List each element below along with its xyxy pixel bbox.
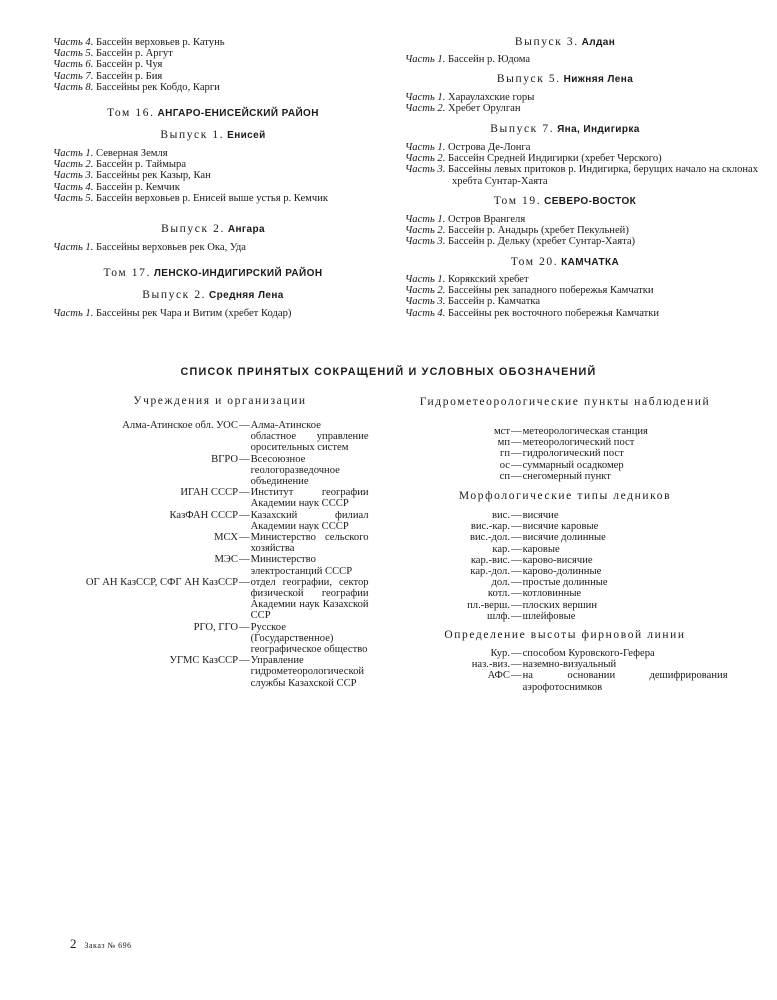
abbreviation-row: вис.-кар. — висячие каровые bbox=[470, 521, 599, 533]
abbreviation-row: вис. — висячие bbox=[491, 510, 559, 521]
abbreviation-row: наз.-виз. — наземно-визуальный bbox=[471, 659, 617, 671]
list-item: Часть 2. Бассейны рек западного побережья Камчатки bbox=[405, 285, 654, 297]
list-item: Часть 1. Бассейны верховьев рек Ока, Уда bbox=[53, 242, 247, 253]
list-item: Часть 6. Бассейн р. Чуя bbox=[53, 59, 163, 71]
volume-heading-20: Том 20. КАМЧАТКА bbox=[510, 256, 620, 268]
issue-heading-17-2: Выпуск 2. Средняя Лена bbox=[142, 289, 284, 301]
abbreviation-row: АФС — на основании дешифрирования аэрофотоснимков bbox=[487, 670, 728, 693]
order-number: Заказ № 696 bbox=[84, 941, 132, 950]
institutions-heading: Учреждения и организации bbox=[133, 395, 307, 407]
list-item: Часть 1. Острова Де-Лонга bbox=[405, 142, 531, 153]
list-item: Часть 3. Бассейны левых притоков р. Индигирка, берущих начало на склонах хребта Сунтар-Хаята bbox=[405, 164, 759, 187]
volume-19-parts bbox=[405, 214, 725, 248]
abbreviation-row: ВГРО — Всесоюзное геологоразведочное объединение bbox=[211, 453, 340, 488]
abbreviation-row: мп — метеорологический пост bbox=[497, 437, 635, 449]
firn-line-heading: Определение высоты фирновой линии bbox=[444, 629, 686, 641]
volume-heading-17: Том 17. ЛЕНСКО-ИНДИГИРСКИЙ РАЙОН bbox=[103, 267, 323, 279]
issue-5-parts bbox=[405, 92, 725, 114]
volume-20-parts bbox=[405, 274, 725, 319]
issue-heading-16-2: Выпуск 2. Ангара bbox=[161, 223, 265, 235]
abbreviation-row: пл.-верш. — плоских вершин bbox=[467, 599, 598, 611]
list-item: Часть 5. Бассейн верховьев р. Енисей выше устья р. Кемчик bbox=[53, 192, 329, 204]
abbreviation-row: МЭС — Министерство электростанций СССР bbox=[214, 554, 353, 577]
volume-heading-16: Том 16. АНГАРО-ЕНИСЕЙСКИЙ РАЙОН bbox=[107, 107, 319, 119]
list-item: Часть 5. Бассейн р. Аргут bbox=[53, 48, 173, 60]
issue-7-parts bbox=[405, 142, 759, 187]
issue-heading-7: Выпуск 7. Яна, Индигирка bbox=[490, 123, 640, 135]
abbreviation-row: котл. — котловинные bbox=[487, 588, 582, 600]
issue-heading-16-1: Выпуск 1. Енисей bbox=[160, 129, 266, 141]
stations-heading: Гидрометеорологические пункты наблюдений bbox=[419, 396, 711, 408]
list-item: Часть 3. Бассейн р. Камчатка bbox=[405, 296, 541, 308]
issue-heading-5: Выпуск 5. Нижняя Лена bbox=[496, 73, 634, 85]
list-item: Часть 2. Хребет Орулган bbox=[405, 103, 521, 115]
list-item: Часть 3. Бассейны рек Казыр, Кан bbox=[53, 170, 211, 182]
list-item: Часть 4. Бассейн верховьев р. Катунь bbox=[53, 37, 225, 48]
left-top-parts bbox=[53, 37, 373, 93]
list-item: Часть 4. Бассейны рек восточного побережья Камчатки bbox=[405, 307, 660, 319]
list-item: Часть 4. Бассейн р. Кемчик bbox=[53, 181, 180, 193]
abbreviation-row: кар. — каровые bbox=[492, 543, 560, 555]
issue-17-2-parts bbox=[53, 308, 373, 319]
abbreviation-row: гп — гидрологический пост bbox=[499, 448, 624, 460]
list-item: Часть 1. Корякский хребет bbox=[405, 274, 529, 285]
page-number: 2 bbox=[70, 936, 77, 951]
list-item: Часть 1. Хараулахские горы bbox=[405, 92, 535, 103]
glacier-types-heading: Морфологические типы ледников bbox=[458, 490, 672, 502]
abbreviation-row: дол. — простые долинные bbox=[491, 577, 608, 589]
list-item: Часть 7. Бассейн р. Бия bbox=[53, 70, 163, 82]
firn-line-list bbox=[420, 648, 730, 693]
volume-heading-19: Том 19. СЕВЕРО-ВОСТОК bbox=[493, 195, 637, 207]
abbreviation-row: кар.-дол. — карово-долинные bbox=[470, 566, 602, 578]
issue-16-1-parts bbox=[53, 148, 373, 204]
list-item: Часть 1. Остров Врангеля bbox=[405, 214, 526, 225]
abbreviation-row: кар.-вис. — карово-висячие bbox=[470, 554, 593, 566]
page-footer bbox=[70, 938, 132, 951]
issue-3-parts bbox=[405, 54, 725, 65]
abbreviation-row: МСХ — Министерство сельского хозяйства bbox=[214, 532, 369, 555]
stations-list bbox=[420, 426, 720, 482]
abbreviation-row: ОГ АН КазССР, СФГ АН КазССР — отдел географии, сектор физической географии Академии наук Казахской ССР bbox=[85, 576, 369, 622]
abbreviation-row: мст — метеорологическая станция bbox=[493, 426, 648, 437]
abbreviation-row: шлф. — шлейфовые bbox=[487, 610, 576, 622]
abbreviation-row: ос — суммарный осадкомер bbox=[499, 459, 624, 471]
abbreviation-row: КазФАН СССР — Казахский филиал Академии наук СССР bbox=[169, 509, 369, 532]
abbreviation-row: сп — снегомерный пункт bbox=[499, 470, 611, 482]
abbreviations-title: СПИСОК ПРИНЯТЫХ СОКРАЩЕНИЙ И УСЛОВНЫХ ОБОЗНАЧЕНИЙ bbox=[180, 366, 597, 378]
abbreviation-row: Кур. — способом Куровского-Гефера bbox=[490, 648, 655, 659]
list-item: Часть 1. Бассейны рек Чара и Витим (хребет Кодар) bbox=[53, 308, 292, 319]
abbreviation-row: ИГАН СССР — Институт географии Академии наук СССР bbox=[180, 487, 369, 510]
list-item: Часть 2. Бассейн Средней Индигирки (хребет Черского) bbox=[405, 153, 662, 165]
abbreviation-row: вис.-дол. — висячие долинные bbox=[469, 532, 606, 544]
issue-16-2-parts bbox=[53, 242, 373, 253]
abbreviation-row: Алма-Атинское обл. УОС — Алма-Атинское областное управление оросительных систем bbox=[122, 420, 369, 454]
abbreviation-row: РГО, ГГО — Русское (Государственное) географическое общество bbox=[193, 621, 368, 656]
glacier-types-list bbox=[420, 510, 720, 622]
list-item: Часть 2. Бассейн р. Таймыра bbox=[53, 159, 187, 171]
list-item: Часть 1. Бассейн р. Юдома bbox=[405, 54, 531, 65]
abbreviation-row: УГМС КазССР — Управление гидрометеорологической службы Казахской ССР bbox=[169, 655, 365, 689]
issue-heading-3: Выпуск 3. Алдан bbox=[514, 36, 616, 48]
list-item: Часть 2. Бассейн р. Анадырь (хребет Пекульней) bbox=[405, 225, 629, 237]
list-item: Часть 1. Северная Земля bbox=[53, 148, 168, 159]
institutions-list bbox=[40, 420, 385, 689]
list-item: Часть 8. Бассейны рек Кобдо, Карги bbox=[53, 81, 220, 93]
list-item: Часть 3. Бассейн р. Дельку (хребет Сунтар-Хаята) bbox=[405, 236, 636, 248]
